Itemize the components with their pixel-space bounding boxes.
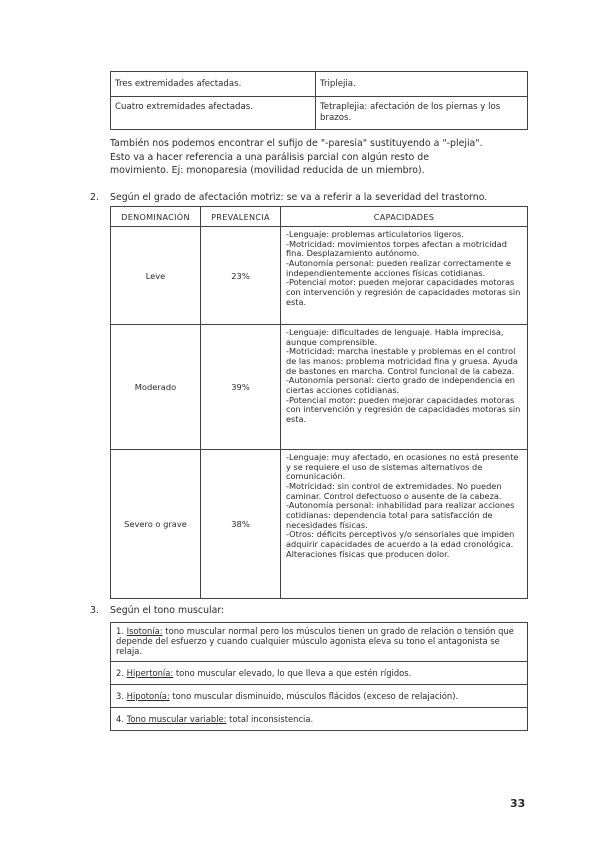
item-number: 4. bbox=[116, 713, 124, 724]
severity-table bbox=[110, 206, 528, 599]
page-number: 33 bbox=[510, 797, 526, 810]
paragraph-line: movimiento. Ej: monoparesia (movilidad reducida de un miembro). bbox=[110, 165, 425, 177]
capacity-line: -Potencial motor: pueden mejorar capacidades motoras con intervención y regresión de capacidades motoras sin esta. bbox=[286, 394, 521, 425]
heading-text: Según el grado de afectación motriz: se va a referir a la severidad del trastorno. bbox=[110, 192, 488, 203]
header-denominacion: DENOMINACIÓN bbox=[111, 207, 201, 227]
table-cell: Tetraplejia: afectación de los piernas y los brazos. bbox=[316, 97, 528, 130]
prevalence-cell: 38% bbox=[201, 450, 281, 599]
capacity-line: -Lenguaje: problemas articulatorios ligeros. bbox=[286, 229, 464, 239]
table-row bbox=[111, 72, 528, 97]
item-number: 3. bbox=[116, 690, 124, 701]
item-number: 2. bbox=[116, 667, 124, 678]
prevalence-cell: 39% bbox=[201, 325, 281, 450]
table-cell: Tres extremidades afectadas. bbox=[111, 72, 316, 97]
term-label: Hipotonía: bbox=[126, 690, 170, 701]
paragraph-line: También nos podemos encontrar el sufijo de "-paresia" sustituyendo a "-plejia". bbox=[110, 138, 483, 149]
table-row bbox=[111, 325, 528, 450]
capacity-line: -Lenguaje: muy afectado, en ocasiones no está presente y se requiere el uso de sistemas alternativos de comunicación. bbox=[286, 452, 519, 482]
item-number: 1. bbox=[116, 626, 124, 636]
header-prevalencia: PREVALENCIA bbox=[201, 207, 281, 227]
table-cell bbox=[111, 662, 528, 685]
capacity-line: -Potencial motor: pueden mejorar capacidades motoras con intervención y regresión de capacidades motoras sin esta. bbox=[286, 277, 521, 307]
header-capacidades: CAPACIDADES bbox=[281, 207, 528, 227]
table-row bbox=[111, 97, 528, 130]
capacity-line: -Otros: déficits perceptivos y/o sensoriales que impiden adquirir capacidades de acuerdo a la edad cronológica. Alteraciones físicas que producen dolor. bbox=[286, 529, 515, 559]
table-row bbox=[111, 450, 528, 599]
capacity-line: -Autonomía personal: pueden realizar correctamente e independientemente acciones físicas cotidianas. bbox=[286, 258, 511, 278]
table-row bbox=[111, 685, 528, 708]
extremities-table bbox=[110, 71, 528, 130]
term-description: total inconsistencia. bbox=[226, 713, 314, 724]
capacities-cell bbox=[281, 227, 528, 325]
term-description: tono muscular normal pero los músculos tienen un grado de relación o tensión que depende del esfuerzo y cuando cualquier músculo agonista eleva su tono el antagonista se relaja. bbox=[116, 626, 514, 657]
capacities-cell bbox=[281, 325, 528, 450]
capacity-line: -Autonomía personal: inhabilidad para realizar acciones cotidianas: dependencia total para satisfacción de necesidades físicas. bbox=[286, 500, 515, 530]
denomination-cell: Severo o grave bbox=[111, 450, 201, 599]
denomination-cell: Moderado bbox=[111, 325, 201, 450]
capacities-cell bbox=[281, 450, 528, 599]
section-2-heading bbox=[90, 192, 487, 203]
table-row bbox=[111, 227, 528, 325]
list-number: 3. bbox=[90, 605, 99, 616]
denomination-cell: Leve bbox=[111, 227, 201, 325]
table-header-row bbox=[111, 207, 528, 227]
table-cell: Cuatro extremidades afectadas. bbox=[111, 97, 316, 130]
heading-text: Según el tono muscular: bbox=[110, 605, 225, 616]
term-label: Tono muscular variable: bbox=[126, 713, 227, 724]
paresia-paragraph bbox=[110, 137, 530, 178]
capacity-line: -Motricidad: marcha inestable y problemas en el control de las manos: problema motricidad fina y gruesa. Ayuda de bastones en marcha. Control funcional de la cabeza. bbox=[286, 346, 518, 376]
muscle-tone-table bbox=[110, 622, 528, 731]
term-label: Isotonía: bbox=[126, 626, 163, 636]
table-cell bbox=[111, 623, 528, 662]
term-description: tono muscular elevado, lo que lleva a que estén rígidos. bbox=[173, 667, 412, 678]
table-cell bbox=[111, 708, 528, 731]
capacity-line: -Lenguaje: dificultades de lenguaje. Habla imprecisa, aunque comprensible. bbox=[286, 327, 504, 347]
list-number: 2. bbox=[90, 192, 99, 203]
paragraph-line: Esto va a hacer referencia a una parálisis parcial con algún resto de bbox=[110, 151, 429, 163]
table-row bbox=[111, 662, 528, 685]
table-row bbox=[111, 623, 528, 662]
table-row bbox=[111, 708, 528, 731]
table-cell bbox=[111, 685, 528, 708]
term-description: tono muscular disminuido, músculos flácidos (exceso de relajación). bbox=[169, 690, 459, 701]
capacity-line: -Motricidad: movimientos torpes afectan a motricidad fina. Desplazamiento autónomo. bbox=[286, 238, 507, 259]
term-label: Hipertonía: bbox=[126, 667, 174, 678]
prevalence-cell: 23% bbox=[201, 227, 281, 325]
section-3-heading bbox=[90, 605, 224, 616]
table-cell: Triplejia. bbox=[316, 72, 528, 97]
capacity-line: -Autonomía personal: cierto grado de independencia en ciertas acciones cotidianas. bbox=[286, 375, 515, 396]
capacity-line: -Motricidad: sin control de extremidades. No pueden caminar. Control defectuoso o ausente de la cabeza. bbox=[286, 481, 502, 501]
